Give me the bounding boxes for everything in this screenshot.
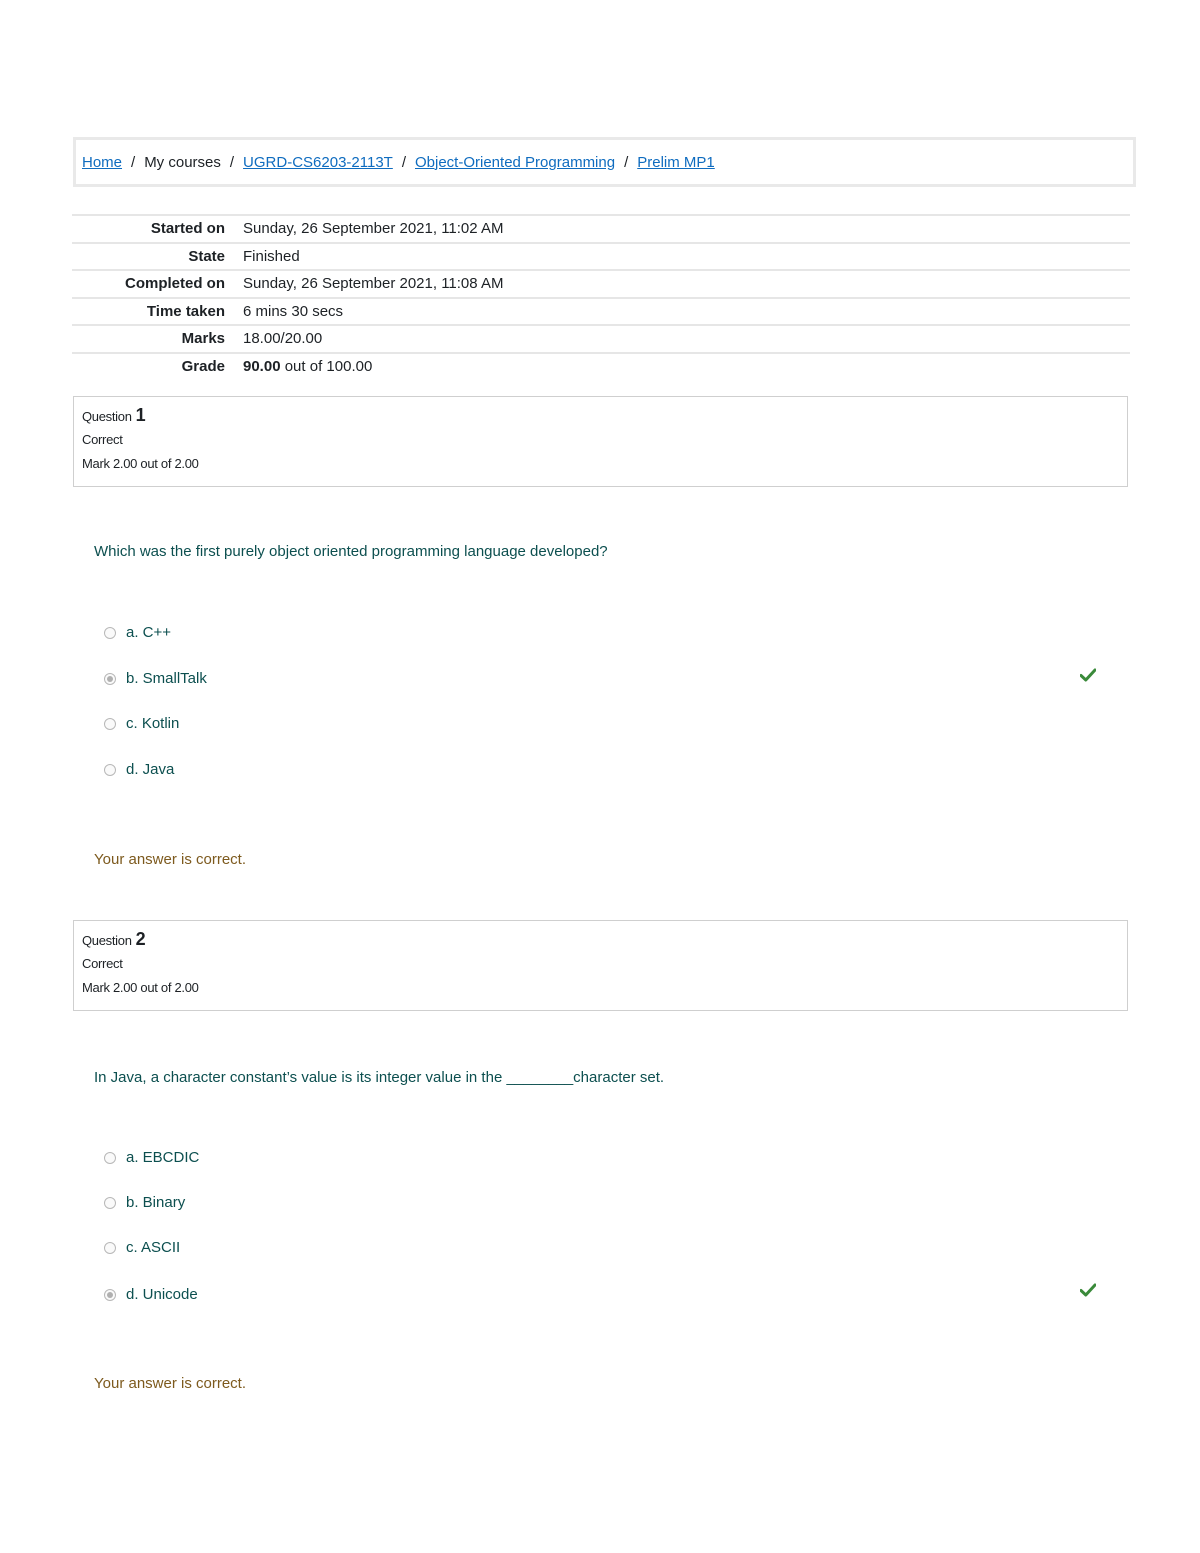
summary-label: Completed on (72, 270, 243, 298)
summary-row-state (72, 243, 1130, 271)
summary-value: Sunday, 26 September 2021, 11:02 AM (243, 215, 1130, 243)
radio-button-selected[interactable] (104, 673, 116, 685)
answer-option-label: b. Binary (126, 1194, 186, 1211)
answer-option-label: d. Java (126, 761, 175, 778)
radio-button[interactable] (104, 1152, 116, 1164)
answer-option-label: b. SmallTalk (126, 670, 207, 687)
check-icon (1080, 1283, 1096, 1297)
check-icon (1080, 668, 1096, 682)
answer-option-label: d. Unicode (126, 1286, 198, 1303)
summary-value: Sunday, 26 September 2021, 11:08 AM (243, 270, 1130, 298)
breadcrumb (73, 137, 1136, 187)
breadcrumb-home-link[interactable]: Home (82, 153, 123, 171)
question-prefix: Question (82, 409, 132, 424)
question-status: Correct (82, 956, 123, 971)
answer-option-c[interactable] (104, 715, 179, 732)
summary-label: Marks (72, 325, 243, 353)
breadcrumb-separator: / (401, 153, 406, 171)
feedback-text: Your answer is correct. (94, 1375, 247, 1392)
answer-option-d[interactable] (104, 761, 174, 778)
answer-option-a[interactable] (104, 624, 171, 641)
question-number-value: 2 (135, 929, 146, 949)
summary-label: Time taken (72, 298, 243, 326)
question-mark: Mark 2.00 out of 2.00 (82, 980, 199, 995)
answer-option-c[interactable] (104, 1239, 180, 1256)
radio-button[interactable] (104, 627, 116, 639)
answer-option-label: c. Kotlin (126, 715, 180, 732)
summary-label: State (72, 243, 243, 271)
question-prefix: Question (82, 933, 132, 948)
answer-option-label: a. C++ (126, 624, 172, 641)
summary-value: Finished (243, 243, 1130, 271)
summary-value: 18.00/20.00 (243, 325, 1130, 353)
summary-row-marks (72, 325, 1130, 353)
question-text: Which was the first purely object oriented programming language developed? (94, 543, 608, 560)
answer-option-a[interactable] (104, 1149, 199, 1166)
attempt-summary-table (72, 214, 1130, 380)
summary-value (243, 353, 1130, 381)
answer-option-label: c. ASCII (126, 1239, 181, 1256)
summary-row-started (72, 215, 1130, 243)
breadcrumb-quiz-link[interactable]: Prelim MP1 (637, 153, 715, 171)
question-info-box (73, 396, 1128, 487)
question-text: In Java, a character constant’s value is its integer value in the ________character set. (94, 1069, 665, 1086)
feedback-text: Your answer is correct. (94, 851, 247, 868)
breadcrumb-separator: / (229, 153, 235, 171)
radio-button[interactable] (104, 1197, 116, 1209)
breadcrumb-course-code-link[interactable]: UGRD-CS6203-2113T (243, 153, 393, 171)
answer-option-d[interactable] (104, 1286, 198, 1303)
answer-option-b[interactable] (104, 670, 207, 687)
radio-button[interactable] (104, 1242, 116, 1254)
summary-value: 6 mins 30 secs (243, 298, 1130, 326)
summary-row-time-taken (72, 298, 1130, 326)
summary-label: Started on (72, 215, 243, 243)
answer-option-b[interactable] (104, 1194, 185, 1211)
summary-label: Grade (72, 353, 243, 381)
grade-value: 90.00 (243, 358, 281, 376)
radio-button[interactable] (104, 718, 116, 730)
breadcrumb-separator: / (624, 153, 629, 171)
question-mark: Mark 2.00 out of 2.00 (82, 456, 199, 471)
question-number (82, 405, 1119, 426)
question-info-box (73, 920, 1128, 1011)
question-number-value: 1 (135, 405, 146, 425)
question-status: Correct (82, 432, 123, 447)
question-number (82, 929, 1119, 950)
radio-button[interactable] (104, 764, 116, 776)
breadcrumb-course-name-link[interactable]: Object-Oriented Programming (415, 153, 616, 171)
breadcrumb-separator: / (131, 153, 136, 171)
answer-option-label: a. EBCDIC (126, 1149, 200, 1166)
summary-row-grade (72, 353, 1130, 381)
breadcrumb-my-courses: My courses (144, 153, 221, 171)
grade-suffix: out of 100.00 (284, 358, 373, 376)
radio-button-selected[interactable] (104, 1289, 116, 1301)
summary-row-completed (72, 270, 1130, 298)
